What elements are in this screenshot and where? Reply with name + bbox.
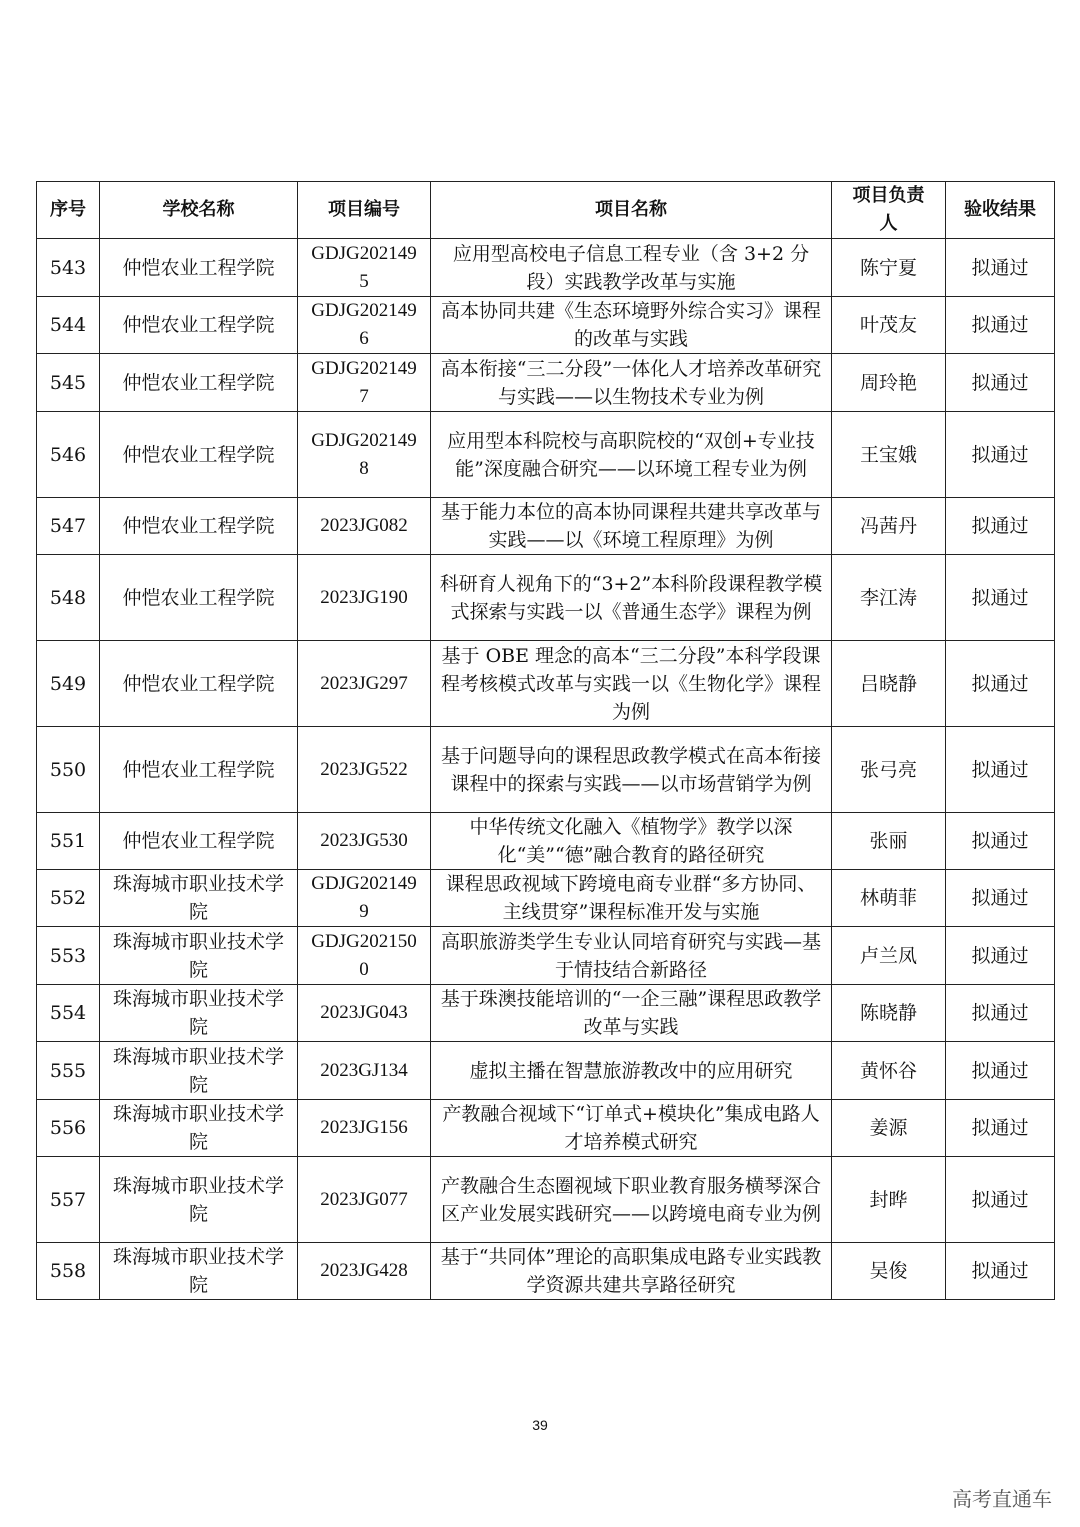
project-code: 2023JG082 bbox=[298, 498, 431, 555]
project-code: GDJG2021498 bbox=[298, 412, 431, 498]
school-name: 珠海城市职业技术学院 bbox=[100, 1157, 298, 1243]
project-leader: 吴俊 bbox=[832, 1243, 946, 1300]
acceptance-result: 拟通过 bbox=[946, 412, 1055, 498]
table-row bbox=[37, 1157, 1055, 1243]
project-title: 产教融合生态圈视域下职业教育服务横琴深合区产业发展实践研究——以跨境电商专业为例 bbox=[431, 1157, 832, 1243]
project-leader: 冯茜丹 bbox=[832, 498, 946, 555]
school-name: 仲恺农业工程学院 bbox=[100, 498, 298, 555]
project-code: 2023JG530 bbox=[298, 813, 431, 870]
table-row bbox=[37, 985, 1055, 1042]
school-name: 仲恺农业工程学院 bbox=[100, 813, 298, 870]
project-leader: 张丽 bbox=[832, 813, 946, 870]
project-title: 基于“共同体”理论的高职集成电路专业实践教学资源共建共享路径研究 bbox=[431, 1243, 832, 1300]
project-code: GDJG2021497 bbox=[298, 354, 431, 412]
acceptance-result: 拟通过 bbox=[946, 498, 1055, 555]
acceptance-result: 拟通过 bbox=[946, 1100, 1055, 1157]
school-name: 仲恺农业工程学院 bbox=[100, 555, 298, 641]
row-number: 543 bbox=[37, 239, 100, 297]
table-row bbox=[37, 239, 1055, 297]
project-code: 2023JG522 bbox=[298, 727, 431, 813]
header-result: 验收结果 bbox=[946, 182, 1055, 239]
acceptance-result: 拟通过 bbox=[946, 870, 1055, 927]
project-leader: 封晔 bbox=[832, 1157, 946, 1243]
school-name: 珠海城市职业技术学院 bbox=[100, 1042, 298, 1100]
acceptance-result: 拟通过 bbox=[946, 813, 1055, 870]
header-leader: 项目负责人 bbox=[832, 182, 946, 239]
project-leader: 周玲艳 bbox=[832, 354, 946, 412]
school-name: 仲恺农业工程学院 bbox=[100, 412, 298, 498]
school-name: 仲恺农业工程学院 bbox=[100, 354, 298, 412]
school-name: 珠海城市职业技术学院 bbox=[100, 1243, 298, 1300]
acceptance-result: 拟通过 bbox=[946, 727, 1055, 813]
school-name: 仲恺农业工程学院 bbox=[100, 641, 298, 727]
project-title: 基于问题导向的课程思政教学模式在高本衔接课程中的探索与实践——以市场营销学为例 bbox=[431, 727, 832, 813]
table-row bbox=[37, 412, 1055, 498]
project-code: GDJG2021495 bbox=[298, 239, 431, 297]
project-title: 产教融合视域下“订单式+模块化”集成电路人才培养模式研究 bbox=[431, 1100, 832, 1157]
table-row bbox=[37, 1042, 1055, 1100]
school-name: 珠海城市职业技术学院 bbox=[100, 870, 298, 927]
header-title: 项目名称 bbox=[431, 182, 832, 239]
row-number: 548 bbox=[37, 555, 100, 641]
project-leader: 黄怀谷 bbox=[832, 1042, 946, 1100]
table-row bbox=[37, 813, 1055, 870]
header-school: 学校名称 bbox=[100, 182, 298, 239]
acceptance-result: 拟通过 bbox=[946, 985, 1055, 1042]
header-no: 序号 bbox=[37, 182, 100, 239]
row-number: 555 bbox=[37, 1042, 100, 1100]
project-title: 基于珠澳技能培训的“一企三融”课程思政教学改革与实践 bbox=[431, 985, 832, 1042]
project-code: 2023JG077 bbox=[298, 1157, 431, 1243]
row-number: 557 bbox=[37, 1157, 100, 1243]
watermark: 高考直通车 bbox=[952, 1487, 1052, 1511]
acceptance-result: 拟通过 bbox=[946, 239, 1055, 297]
table-header-row bbox=[37, 182, 1055, 239]
project-code: GDJG2021500 bbox=[298, 927, 431, 985]
project-code: 2023JG156 bbox=[298, 1100, 431, 1157]
school-name: 仲恺农业工程学院 bbox=[100, 239, 298, 297]
project-code: 2023JG043 bbox=[298, 985, 431, 1042]
project-table bbox=[36, 181, 1055, 1300]
project-title: 应用型高校电子信息工程专业（含 3+2 分段）实践教学改革与实施 bbox=[431, 239, 832, 297]
project-code: GDJG2021496 bbox=[298, 297, 431, 354]
row-number: 550 bbox=[37, 727, 100, 813]
project-code: 2023GJ134 bbox=[298, 1042, 431, 1100]
project-leader: 吕晓静 bbox=[832, 641, 946, 727]
school-name: 仲恺农业工程学院 bbox=[100, 727, 298, 813]
table-row bbox=[37, 870, 1055, 927]
row-number: 549 bbox=[37, 641, 100, 727]
page-number: 39 bbox=[532, 1417, 548, 1433]
project-leader: 林萌菲 bbox=[832, 870, 946, 927]
project-title: 高本衔接“三二分段”一体化人才培养改革研究与实践——以生物技术专业为例 bbox=[431, 354, 832, 412]
row-number: 554 bbox=[37, 985, 100, 1042]
row-number: 551 bbox=[37, 813, 100, 870]
table-row bbox=[37, 927, 1055, 985]
project-code: 2023JG190 bbox=[298, 555, 431, 641]
project-leader: 叶茂友 bbox=[832, 297, 946, 354]
row-number: 553 bbox=[37, 927, 100, 985]
acceptance-result: 拟通过 bbox=[946, 297, 1055, 354]
row-number: 547 bbox=[37, 498, 100, 555]
project-title: 高职旅游类学生专业认同培育研究与实践—基于情技结合新路径 bbox=[431, 927, 832, 985]
project-leader: 卢兰凤 bbox=[832, 927, 946, 985]
row-number: 552 bbox=[37, 870, 100, 927]
acceptance-result: 拟通过 bbox=[946, 354, 1055, 412]
project-title: 科研育人视角下的“3+2”本科阶段课程教学模式探索与实践一以《普通生态学》课程为例 bbox=[431, 555, 832, 641]
table-row bbox=[37, 555, 1055, 641]
school-name: 珠海城市职业技术学院 bbox=[100, 927, 298, 985]
project-title: 基于 OBE 理念的高本“三二分段”本科学段课程考核模式改革与实践一以《生物化学》课程为例 bbox=[431, 641, 832, 727]
acceptance-result: 拟通过 bbox=[946, 641, 1055, 727]
project-leader: 王宝娥 bbox=[832, 412, 946, 498]
table-row bbox=[37, 498, 1055, 555]
project-title: 高本协同共建《生态环境野外综合实习》课程的改革与实践 bbox=[431, 297, 832, 354]
table-row bbox=[37, 354, 1055, 412]
table-row bbox=[37, 1100, 1055, 1157]
row-number: 546 bbox=[37, 412, 100, 498]
header-code: 项目编号 bbox=[298, 182, 431, 239]
row-number: 556 bbox=[37, 1100, 100, 1157]
project-title: 课程思政视域下跨境电商专业群“多方协同、主线贯穿”课程标准开发与实施 bbox=[431, 870, 832, 927]
project-title: 应用型本科院校与高职院校的“双创+专业技能”深度融合研究——以环境工程专业为例 bbox=[431, 412, 832, 498]
table-row bbox=[37, 1243, 1055, 1300]
row-number: 558 bbox=[37, 1243, 100, 1300]
table-row bbox=[37, 727, 1055, 813]
project-title: 虚拟主播在智慧旅游教改中的应用研究 bbox=[431, 1042, 832, 1100]
acceptance-result: 拟通过 bbox=[946, 927, 1055, 985]
project-code: 2023JG297 bbox=[298, 641, 431, 727]
acceptance-result: 拟通过 bbox=[946, 555, 1055, 641]
project-code: GDJG2021499 bbox=[298, 870, 431, 927]
school-name: 仲恺农业工程学院 bbox=[100, 297, 298, 354]
project-leader: 陈宁夏 bbox=[832, 239, 946, 297]
row-number: 545 bbox=[37, 354, 100, 412]
project-code: 2023JG428 bbox=[298, 1243, 431, 1300]
acceptance-result: 拟通过 bbox=[946, 1042, 1055, 1100]
school-name: 珠海城市职业技术学院 bbox=[100, 1100, 298, 1157]
project-leader: 陈晓静 bbox=[832, 985, 946, 1042]
acceptance-result: 拟通过 bbox=[946, 1243, 1055, 1300]
project-leader: 李江涛 bbox=[832, 555, 946, 641]
school-name: 珠海城市职业技术学院 bbox=[100, 985, 298, 1042]
acceptance-result: 拟通过 bbox=[946, 1157, 1055, 1243]
table-row bbox=[37, 641, 1055, 727]
project-leader: 张弓亮 bbox=[832, 727, 946, 813]
table-row bbox=[37, 297, 1055, 354]
project-leader: 姜源 bbox=[832, 1100, 946, 1157]
project-title: 基于能力本位的高本协同课程共建共享改革与实践——以《环境工程原理》为例 bbox=[431, 498, 832, 555]
project-title: 中华传统文化融入《植物学》教学以深化“美”“德”融合教育的路径研究 bbox=[431, 813, 832, 870]
row-number: 544 bbox=[37, 297, 100, 354]
